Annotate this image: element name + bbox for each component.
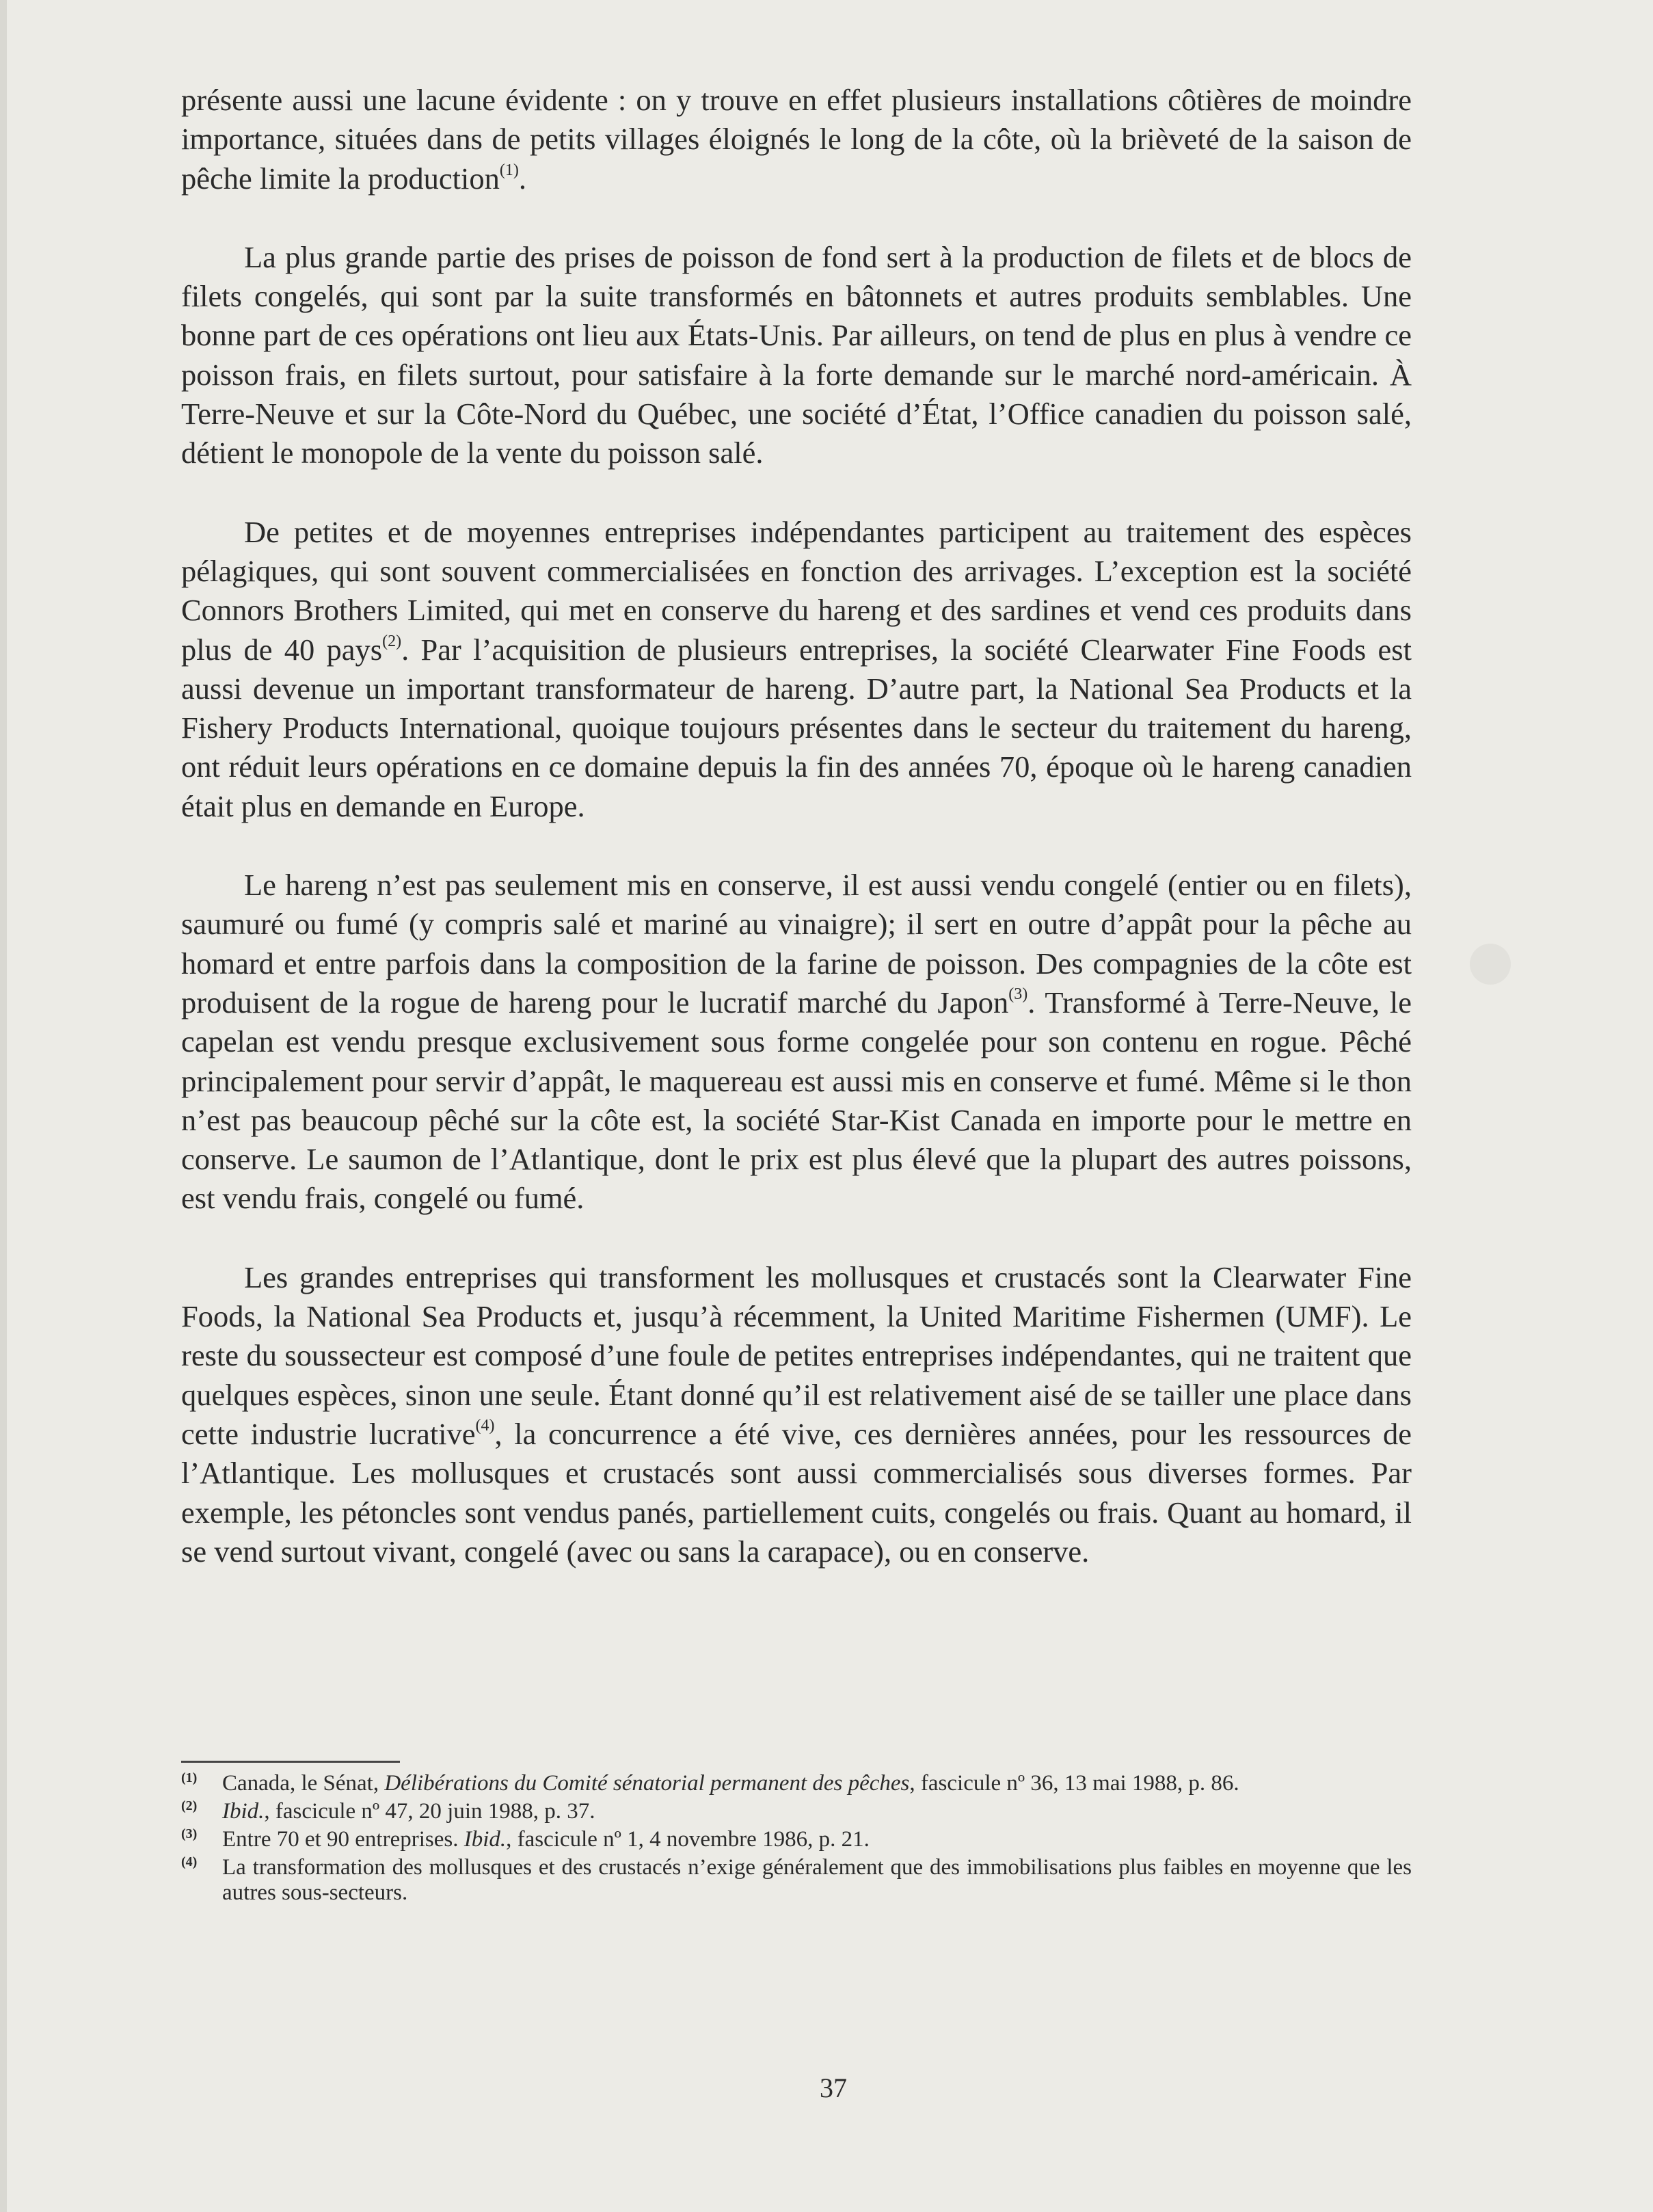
footnotes (181, 1771, 1412, 1908)
body-text (181, 81, 1412, 1611)
footnote-marker: (2) (181, 1798, 198, 1813)
footnote-marker: (3) (181, 1826, 198, 1841)
page-number: 37 (820, 2073, 847, 2103)
footnote-text: Entre 70 et 90 entreprises. Ibid., fascicule nº 1, 4 novembre 1986, p. 21. (222, 1827, 870, 1852)
footnote-text: Canada, le Sénat, Délibérations du Comité sénatorial permanent des pêches, fascicule nº 36, 13 mai 1988, p. 86. (222, 1771, 1239, 1796)
scan-blemish (1470, 944, 1511, 985)
footnote (181, 1855, 1412, 1906)
footnote-reference: (2) (382, 632, 402, 650)
footnote (181, 1827, 1412, 1852)
footnote (181, 1771, 1412, 1796)
paragraph: présente aussi une lacune évidente : on y trouve en effet plusieurs installations côtières de moindre importance, situées dans de petits villages éloignés le long de la côte, où la brièveté de la saison de pêche limite la production$^{(1)}$. (181, 83, 1412, 196)
footnote-text: La transformation des mollusques et des crustacés n’exige généralement que des immobilisations plus faibles en moyenne que les autres sous-secteurs. (222, 1855, 1412, 1905)
italic-text: Ibid. (463, 1827, 507, 1852)
footnote (181, 1799, 1412, 1824)
paragraph: Le hareng n’est pas seulement mis en conserve, il est aussi vendu congelé (entier ou en filets), saumuré ou fumé (y compris salé et mariné au vinaigre); il sert en outre d’appât pour la pêche au homard et entre parfois dans la composition de la farine de poisson. Des compagnies de la côte est produisent de la rogue de hareng pour le lucratif marché du Japon$^{(3)}$. Transformé à Terre-Neuve, le capelan est vendu presque exclusivement sous forme congelée pour son contenu en rogue. Pêché principalement pour servir d’appât, le maquereau est aussi mis en conserve et fumé. Même si le thon n’est pas beaucoup pêché sur la côte est, la société Star-Kist Canada en importe pour le mettre en conserve. Le saumon de l’Atlantique, dont le prix est plus élevé que la plupart des autres poissons, est vendu frais, congelé ou fumé. (181, 868, 1412, 1216)
paragraph: La plus grande partie des prises de poisson de fond sert à la production de filets et de blocs de filets congelés, qui sont par la suite transformés en bâtonnets et autres produits semblables. Une bonne part de ces opérations ont lieu aux États-Unis. Par ailleurs, on tend de plus en plus à vendre ce poisson frais, en filets surtout, pour satisfaire à la forte demande sur le marché nord-américain. À Terre-Neuve et sur la Côte-Nord du Québec, une société d’État, l’Office canadien du poisson salé, détient le monopole de la vente du poisson salé. (181, 239, 1412, 470)
footnote-reference: (4) (475, 1416, 495, 1435)
italic-text: Délibérations du Comité sénatorial permanent des pêches (384, 1771, 910, 1796)
footnote-text: Ibid., fascicule nº 47, 20 juin 1988, p. 37. (222, 1799, 595, 1824)
paragraph: Les grandes entreprises qui transforment les mollusques et crustacés sont la Clearwater Fine Foods, la National Sea Products et, jusqu’à récemment, la United Maritime Fishermen (UMF). Le reste du soussecteur est composé d’une foule de petites entreprises indépendantes, qui ne traitent que quelques espèces, sinon une seule. Étant donné qu’il est relativement aisé de se tailler une place dans cette industrie lucrative$^{(4)}$, la concurrence a été vive, ces dernières années, pour les ressources de l’Atlantique. Les mollusques et crustacés sont aussi commercialisés sous diverses formes. Par exemple, les pétoncles sont vendus panés, partiellement cuits, congelés ou frais. Quant au homard, il se vend surtout vivant, congelé (avec ou sans la carapace), ou en conserve. (181, 1260, 1412, 1569)
footnote-separator (181, 1761, 400, 1763)
footnote-reference: (3) (1008, 985, 1028, 1003)
footnote-reference: (1) (499, 161, 519, 179)
italic-text: Ibid. (222, 1799, 265, 1824)
footnote-marker: (1) (181, 1770, 198, 1785)
paragraph: De petites et de moyennes entreprises indépendantes participent au traitement des espèces pélagiques, qui sont souvent commercialisées en fonction des arrivages. L’exception est la société Connors Brothers Limited, qui met en conserve du hareng et des sardines et vend ces produits dans plus de 40 pays$^{(2)}$. Par l’acquisition de plusieurs entreprises, la société Clearwater Fine Foods est aussi devenue un important transformateur de hareng. D’autre part, la National Sea Products et la Fishery Products International, quoique toujours présentes dans le secteur du traitement du hareng, ont réduit leurs opérations en ce domaine depuis la fin des années 70, époque où le hareng canadien était plus en demande en Europe. (181, 514, 1412, 823)
footnote-marker: (4) (181, 1854, 198, 1869)
